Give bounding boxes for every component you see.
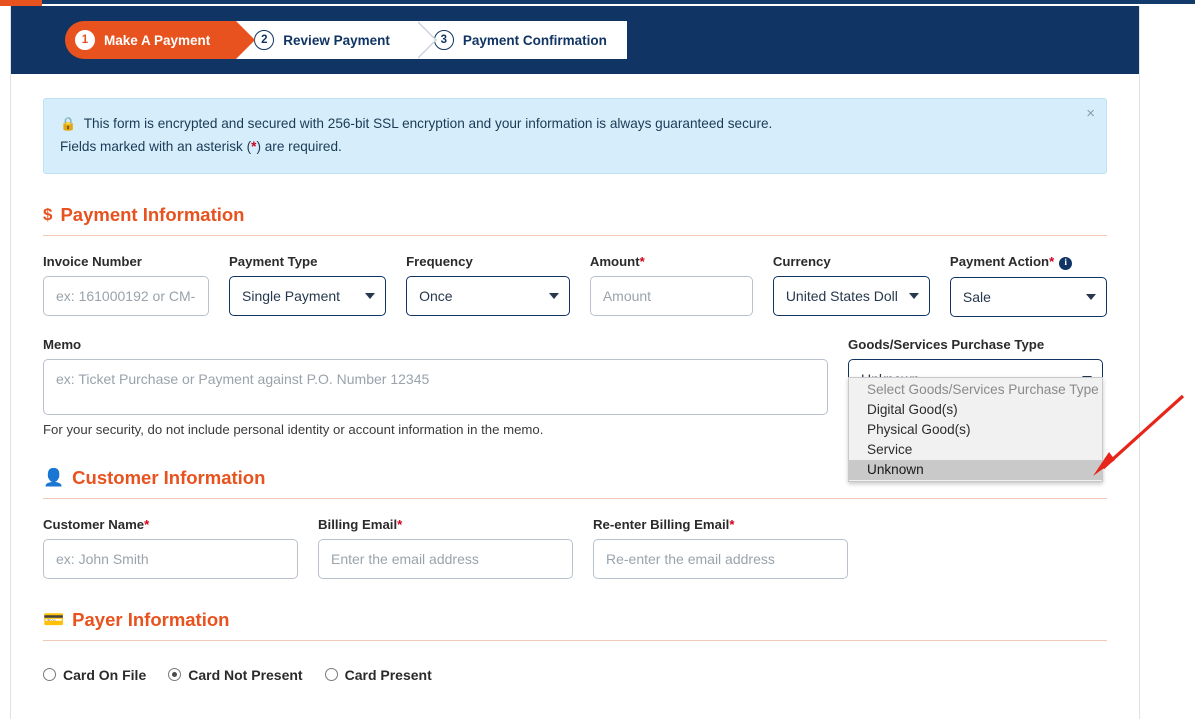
field-frequency: [406, 254, 570, 317]
step-label-1: Make A Payment: [104, 32, 211, 48]
payment-form-page: [10, 6, 1140, 719]
security-notice-text: This form is encrypted and secured with 256-bit SSL encryption and your information is always guaranteed secure.: [83, 116, 773, 131]
form-content: [11, 74, 1139, 683]
radio-label-card-not-present: Card Not Present: [188, 666, 303, 683]
field-currency: [773, 254, 930, 317]
radio-option-card-on-file[interactable]: [43, 667, 146, 683]
security-notice-line-2: [60, 135, 1090, 158]
label-goods-services-purchase-type: Goods/Services Purchase Type: [848, 336, 1045, 352]
label-billing-email: [318, 517, 573, 532]
progress-stepper: [11, 6, 1139, 74]
radio-option-card-present[interactable]: [325, 667, 432, 683]
dollar-icon: $: [43, 205, 53, 225]
billing-email-input[interactable]: [318, 539, 573, 579]
memo-input[interactable]: [43, 359, 828, 415]
payment-information-heading: [43, 204, 1107, 236]
label-amount: [590, 254, 753, 269]
chevron-down-icon: [1086, 294, 1096, 300]
label-reenter-billing-email-text: Re-enter Billing Email: [593, 516, 730, 532]
payment-type-value: Single Payment: [242, 287, 341, 304]
label-customer-name: [43, 517, 298, 532]
label-frequency: Frequency: [406, 253, 473, 269]
radio-label-card-present: Card Present: [344, 666, 432, 683]
customer-fields-row: [43, 517, 1107, 579]
goods-services-option-unknown[interactable]: Unknown: [849, 460, 1102, 480]
field-payment-type: [229, 254, 386, 317]
close-icon[interactable]: ×: [1086, 105, 1095, 122]
step-label-3: Payment Confirmation: [462, 32, 607, 48]
field-amount: [590, 254, 753, 317]
label-payment-action-required: *: [1049, 253, 1055, 269]
label-customer-name-required: *: [144, 516, 150, 532]
customer-name-input[interactable]: [43, 539, 298, 579]
payer-type-radio-group: [43, 667, 1107, 683]
radio-icon-card-not-present[interactable]: [168, 668, 181, 681]
field-reenter-billing-email: [593, 517, 848, 579]
credit-card-icon: 💳: [43, 610, 65, 630]
step-number-3: 3: [434, 30, 454, 50]
currency-select[interactable]: [773, 276, 930, 316]
label-customer-name-text: Customer Name: [43, 516, 145, 532]
label-billing-email-text: Billing Email: [318, 516, 398, 532]
goods-services-option-select-placeholder[interactable]: Select Goods/Services Purchase Type: [867, 381, 1099, 397]
info-icon[interactable]: i: [1059, 257, 1072, 270]
payer-information-heading: [43, 609, 1107, 641]
amount-input[interactable]: [590, 276, 753, 316]
memo-helper-text: For your security, do not include personal identity or account information in the memo.: [43, 421, 544, 437]
payment-action-select[interactable]: [950, 277, 1107, 317]
frequency-select[interactable]: [406, 276, 570, 316]
payer-information-title: Payer Information: [72, 608, 230, 630]
stepper-step-review-payment[interactable]: [236, 21, 416, 59]
goods-services-option-digital-goods[interactable]: Digital Good(s): [867, 401, 958, 417]
label-payment-action: [950, 254, 1107, 270]
label-currency: Currency: [772, 253, 831, 269]
chevron-down-icon: [909, 293, 919, 299]
stepper-step-payment-confirmation[interactable]: [416, 21, 627, 59]
step-number-2: 2: [254, 30, 274, 50]
stepper-step-make-a-payment[interactable]: [65, 21, 236, 59]
label-payment-action-text: Payment Action: [949, 253, 1050, 269]
chevron-down-icon: [365, 293, 375, 299]
label-amount-text: Amount: [589, 253, 640, 269]
payment-fields-row-1: [43, 254, 1107, 317]
goods-services-option-physical-goods[interactable]: Physical Good(s): [867, 421, 971, 437]
customer-information-title: Customer Information: [72, 466, 266, 488]
field-payment-action: [950, 254, 1107, 317]
payment-type-select[interactable]: [229, 276, 386, 316]
label-amount-required: *: [639, 253, 645, 269]
label-reenter-billing-email: [593, 517, 848, 532]
field-invoice-number: [43, 254, 209, 317]
step-arrow-1: [236, 21, 255, 59]
step-label-2: Review Payment: [283, 32, 390, 48]
person-icon: 👤: [43, 468, 65, 488]
security-notice-line-1: [60, 112, 1090, 135]
payment-information-title: Payment Information: [60, 203, 245, 225]
required-note-prefix: Fields marked with an asterisk (: [60, 139, 252, 155]
security-notice: [43, 98, 1107, 174]
goods-services-option-service[interactable]: Service: [867, 441, 913, 457]
field-memo: [43, 337, 828, 437]
label-payment-type: Payment Type: [229, 253, 318, 269]
label-memo: Memo: [43, 336, 82, 352]
invoice-number-input[interactable]: [43, 276, 209, 316]
stepper-steps: [65, 21, 627, 59]
step-arrow-2: [416, 21, 435, 59]
payment-action-value: Sale: [962, 288, 991, 305]
field-goods-services-purchase-type: [848, 336, 1103, 477]
required-note-asterisk: *: [251, 139, 257, 155]
label-invoice-number: Invoice Number: [43, 253, 142, 269]
currency-value: United States Doll: [785, 287, 898, 304]
lock-icon: 🔒: [60, 116, 77, 131]
reenter-billing-email-input[interactable]: [593, 539, 848, 579]
required-note-suffix: ) are required.: [256, 139, 342, 155]
radio-label-card-on-file: Card On File: [63, 666, 147, 683]
accent-navy: [42, 0, 1195, 4]
radio-option-card-not-present[interactable]: [168, 667, 302, 683]
step-number-1: 1: [75, 30, 95, 50]
chevron-down-icon: [549, 293, 559, 299]
frequency-value: Once: [419, 287, 453, 304]
label-billing-email-required: *: [397, 516, 403, 532]
radio-icon-card-on-file[interactable]: [43, 668, 56, 681]
goods-services-options-list[interactable]: [848, 377, 1103, 482]
radio-icon-card-present[interactable]: [325, 668, 338, 681]
label-reenter-billing-email-required: *: [729, 516, 735, 532]
field-customer-name: [43, 517, 298, 579]
field-billing-email: [318, 517, 573, 579]
